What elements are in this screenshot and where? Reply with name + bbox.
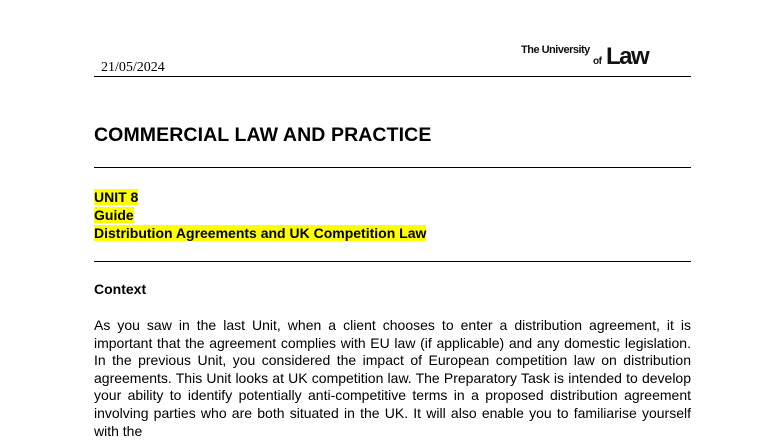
unit-divider xyxy=(94,261,691,262)
unit-info-block xyxy=(94,188,426,242)
logo-law-text: Law xyxy=(606,43,649,70)
header-date: 21/05/2024 xyxy=(101,60,165,75)
context-paragraph: As you saw in the last Unit, when a client chooses to enter a distribution agreement, it is important that the agreement complies with EU law (if applicable) and any domestic legislation. In the previous Unit, you considered the impact of European competition law on distribution agreements. This Unit looks at UK competition law. The Preparatory Task is intended to develop your ability to identify potentially anti-competitive terms in a proposed distribution agreement involving parties who are both situated in the UK. It will also enable you to familiarise yourself with the xyxy=(94,317,691,439)
logo-of-text: of xyxy=(593,56,602,67)
title-divider xyxy=(94,167,691,168)
unit-type: Guide xyxy=(94,207,134,223)
logo-the-university-text: The University xyxy=(521,44,590,56)
header-divider xyxy=(94,76,691,77)
university-of-law-logo xyxy=(521,42,655,70)
page-title: COMMERCIAL LAW AND PRACTICE xyxy=(94,124,432,146)
context-heading: Context xyxy=(94,281,147,297)
unit-topic: Distribution Agreements and UK Competition Law xyxy=(94,225,427,241)
unit-number: UNIT 8 xyxy=(94,189,139,205)
